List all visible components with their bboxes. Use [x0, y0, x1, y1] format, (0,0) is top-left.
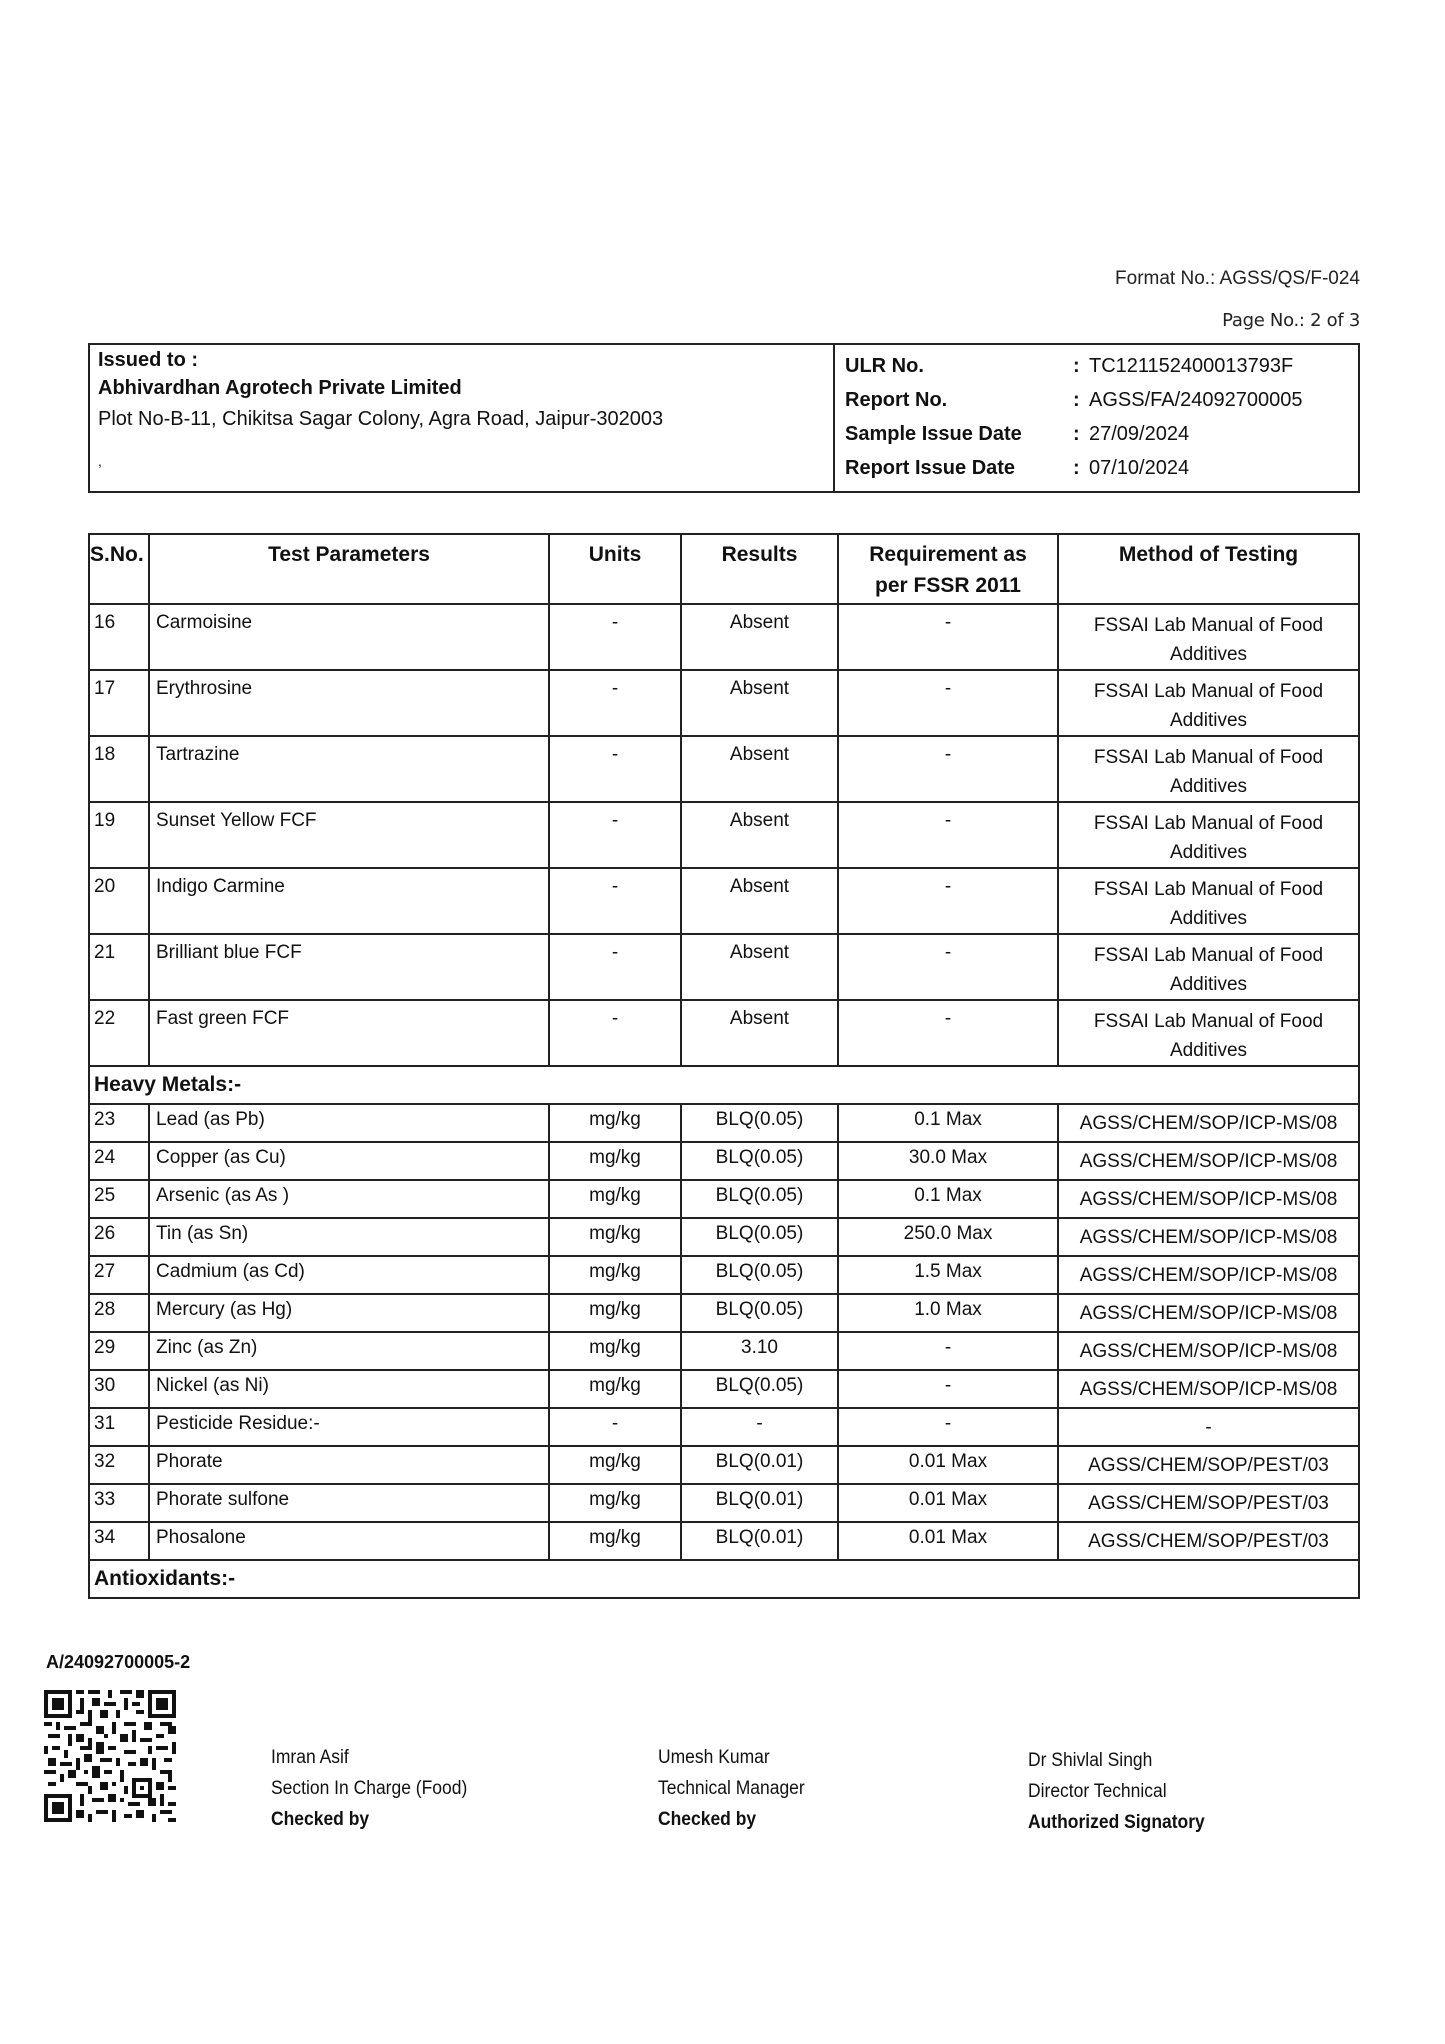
cell-units: -: [549, 934, 681, 1000]
cell-units: -: [549, 604, 681, 670]
cell-result: Absent: [681, 736, 838, 802]
cell-requirement: 0.01 Max: [838, 1484, 1058, 1522]
cell-requirement: -: [838, 934, 1058, 1000]
page-number: Page No.: 2 of 3: [1222, 310, 1360, 331]
cell-sno: 33: [89, 1484, 149, 1522]
table-row: [89, 1104, 1359, 1142]
cell-parameter: Fast green FCF: [149, 1000, 549, 1066]
cell-units: -: [549, 670, 681, 736]
cell-method: AGSS/CHEM/SOP/ICP-MS/08: [1058, 1180, 1359, 1218]
signatory-role: Checked by: [658, 1809, 757, 1830]
cell-units: mg/kg: [549, 1332, 681, 1370]
cell-sno: 29: [89, 1332, 149, 1370]
meta-colon: :: [1073, 354, 1080, 377]
cell-requirement: 0.01 Max: [838, 1446, 1058, 1484]
cell-units: mg/kg: [549, 1256, 681, 1294]
cell-parameter: Tin (as Sn): [149, 1218, 549, 1256]
cell-result: BLQ(0.05): [681, 1104, 838, 1142]
meta-row-sample-issue-date: [845, 417, 1358, 451]
cell-method: FSSAI Lab Manual of Food Additives: [1058, 802, 1359, 868]
cell-result: Absent: [681, 868, 838, 934]
cell-sno: 28: [89, 1294, 149, 1332]
format-number: Format No.: AGSS/QS/F-024: [1115, 268, 1360, 289]
table-row: [89, 1446, 1359, 1484]
cell-method: AGSS/CHEM/SOP/ICP-MS/08: [1058, 1294, 1359, 1332]
cell-units: -: [549, 802, 681, 868]
cell-units: -: [549, 1408, 681, 1446]
cell-units: mg/kg: [549, 1218, 681, 1256]
cell-parameter: Phosalone: [149, 1522, 549, 1560]
report-meta: [835, 345, 1358, 491]
report-info-box: [88, 343, 1360, 493]
cell-requirement: -: [838, 670, 1058, 736]
table-row: [89, 670, 1359, 736]
cell-sno: 25: [89, 1180, 149, 1218]
cell-requirement: 1.0 Max: [838, 1294, 1058, 1332]
cell-result: BLQ(0.05): [681, 1180, 838, 1218]
cell-requirement: -: [838, 1370, 1058, 1408]
meta-row-report-no: [845, 383, 1358, 417]
section-row-heavy-metals: [89, 1066, 1359, 1104]
cell-requirement: 0.1 Max: [838, 1180, 1058, 1218]
cell-requirement: 250.0 Max: [838, 1218, 1058, 1256]
col-header-units: Units: [549, 534, 681, 604]
cell-sno: 24: [89, 1142, 149, 1180]
cell-parameter: Arsenic (as As ): [149, 1180, 549, 1218]
cell-parameter: Copper (as Cu): [149, 1142, 549, 1180]
cell-units: mg/kg: [549, 1522, 681, 1560]
cell-method: FSSAI Lab Manual of Food Additives: [1058, 1000, 1359, 1066]
table-row: [89, 1000, 1359, 1066]
cell-result: -: [681, 1408, 838, 1446]
cell-sno: 18: [89, 736, 149, 802]
cell-method: FSSAI Lab Manual of Food Additives: [1058, 736, 1359, 802]
cell-parameter: Mercury (as Hg): [149, 1294, 549, 1332]
signatory-2: [658, 1742, 805, 1835]
cell-method: AGSS/CHEM/SOP/ICP-MS/08: [1058, 1332, 1359, 1370]
table-row: [89, 868, 1359, 934]
cell-parameter: Tartrazine: [149, 736, 549, 802]
cell-requirement: -: [838, 604, 1058, 670]
meta-key: Sample Issue Date: [845, 422, 1022, 445]
table-row: [89, 1522, 1359, 1560]
signatory-title: Section In Charge (Food): [271, 1778, 468, 1799]
table-row: [89, 1218, 1359, 1256]
signatory-name: Imran Asif: [271, 1747, 349, 1768]
cell-result: BLQ(0.05): [681, 1294, 838, 1332]
cell-sno: 21: [89, 934, 149, 1000]
signatory-title: Director Technical: [1028, 1781, 1167, 1802]
signatory-role: Authorized Signatory: [1028, 1812, 1205, 1833]
col-header-requirement: Requirement as per FSSR 2011: [838, 534, 1058, 604]
cell-parameter: Nickel (as Ni): [149, 1370, 549, 1408]
signatory-title: Technical Manager: [658, 1778, 805, 1799]
cell-method: -: [1058, 1408, 1359, 1446]
cell-parameter: Sunset Yellow FCF: [149, 802, 549, 868]
cell-requirement: 30.0 Max: [838, 1142, 1058, 1180]
signatory-3: [1028, 1745, 1205, 1838]
col-header-results: Results: [681, 534, 838, 604]
table-row: [89, 736, 1359, 802]
table-row: [89, 934, 1359, 1000]
cell-units: mg/kg: [549, 1180, 681, 1218]
cell-result: BLQ(0.05): [681, 1370, 838, 1408]
address-extra: ,: [98, 453, 102, 469]
section-row-antioxidants: [89, 1560, 1359, 1598]
table-row: [89, 1484, 1359, 1522]
cell-sno: 20: [89, 868, 149, 934]
table-row: [89, 802, 1359, 868]
cell-parameter: Phorate sulfone: [149, 1484, 549, 1522]
cell-parameter: Indigo Carmine: [149, 868, 549, 934]
cell-sno: 16: [89, 604, 149, 670]
table-row: [89, 1256, 1359, 1294]
meta-value: AGSS/FA/24092700005: [1089, 388, 1303, 411]
cell-method: AGSS/CHEM/SOP/PEST/03: [1058, 1484, 1359, 1522]
cell-requirement: -: [838, 868, 1058, 934]
cell-units: -: [549, 1000, 681, 1066]
cell-parameter: Carmoisine: [149, 604, 549, 670]
test-results-table: [88, 533, 1360, 1599]
cell-method: AGSS/CHEM/SOP/PEST/03: [1058, 1446, 1359, 1484]
cell-method: FSSAI Lab Manual of Food Additives: [1058, 868, 1359, 934]
cell-parameter: Pesticide Residue:-: [149, 1408, 549, 1446]
cell-result: Absent: [681, 604, 838, 670]
cell-method: FSSAI Lab Manual of Food Additives: [1058, 670, 1359, 736]
meta-value: 27/09/2024: [1089, 422, 1190, 445]
cell-method: FSSAI Lab Manual of Food Additives: [1058, 934, 1359, 1000]
meta-colon: :: [1073, 422, 1080, 445]
cell-result: 3.10: [681, 1332, 838, 1370]
meta-key: ULR No.: [845, 354, 924, 377]
cell-units: -: [549, 736, 681, 802]
cell-sno: 26: [89, 1218, 149, 1256]
cell-parameter: Phorate: [149, 1446, 549, 1484]
cell-units: mg/kg: [549, 1370, 681, 1408]
meta-colon: :: [1073, 388, 1080, 411]
issued-to-label: Issued to :: [98, 349, 199, 371]
cell-units: -: [549, 868, 681, 934]
issued-to-section: [90, 345, 835, 491]
table-row: [89, 1180, 1359, 1218]
table-row: [89, 1370, 1359, 1408]
cell-method: AGSS/CHEM/SOP/ICP-MS/08: [1058, 1370, 1359, 1408]
table-body: [89, 604, 1359, 1598]
cell-parameter: Erythrosine: [149, 670, 549, 736]
col-header-method: Method of Testing: [1058, 534, 1359, 604]
cell-sno: 31: [89, 1408, 149, 1446]
cell-units: mg/kg: [549, 1142, 681, 1180]
table-row: [89, 1332, 1359, 1370]
signatory-1: [271, 1742, 467, 1835]
meta-colon: :: [1073, 456, 1080, 479]
cell-sno: 27: [89, 1256, 149, 1294]
cell-result: BLQ(0.05): [681, 1256, 838, 1294]
meta-key: Report No.: [845, 388, 948, 411]
table-row: [89, 1408, 1359, 1446]
cell-requirement: 0.01 Max: [838, 1522, 1058, 1560]
section-heading: Heavy Metals:-: [89, 1066, 1359, 1104]
cell-units: mg/kg: [549, 1294, 681, 1332]
cell-parameter: Lead (as Pb): [149, 1104, 549, 1142]
cell-result: BLQ(0.01): [681, 1522, 838, 1560]
cell-method: AGSS/CHEM/SOP/ICP-MS/08: [1058, 1218, 1359, 1256]
table-row: [89, 604, 1359, 670]
cell-result: Absent: [681, 802, 838, 868]
cell-sno: 19: [89, 802, 149, 868]
cell-result: Absent: [681, 934, 838, 1000]
document-reference: A/24092700005-2: [46, 1652, 191, 1672]
cell-parameter: Cadmium (as Cd): [149, 1256, 549, 1294]
table-row: [89, 1142, 1359, 1180]
cell-sno: 34: [89, 1522, 149, 1560]
table-header-row: [89, 534, 1359, 604]
signatory-name: Dr Shivlal Singh: [1028, 1750, 1153, 1771]
cell-result: BLQ(0.01): [681, 1446, 838, 1484]
cell-requirement: -: [838, 1332, 1058, 1370]
cell-units: mg/kg: [549, 1484, 681, 1522]
cell-result: BLQ(0.05): [681, 1218, 838, 1256]
cell-sno: 32: [89, 1446, 149, 1484]
meta-key: Report Issue Date: [845, 456, 1016, 479]
meta-value: TC121152400013793F: [1089, 354, 1294, 377]
signatory-role: Checked by: [271, 1809, 370, 1830]
meta-value: 07/10/2024: [1089, 456, 1190, 479]
cell-method: AGSS/CHEM/SOP/ICP-MS/08: [1058, 1104, 1359, 1142]
client-address: Plot No-B-11, Chikitsa Sagar Colony, Agra Road, Jaipur-302003: [98, 408, 664, 430]
qr-code-icon: [44, 1690, 176, 1822]
cell-requirement: 0.1 Max: [838, 1104, 1058, 1142]
cell-method: AGSS/CHEM/SOP/PEST/03: [1058, 1522, 1359, 1560]
cell-sno: 23: [89, 1104, 149, 1142]
cell-units: mg/kg: [549, 1104, 681, 1142]
cell-sno: 22: [89, 1000, 149, 1066]
section-heading: Antioxidants:-: [89, 1560, 1359, 1598]
cell-requirement: 1.5 Max: [838, 1256, 1058, 1294]
cell-result: BLQ(0.01): [681, 1484, 838, 1522]
cell-requirement: -: [838, 1000, 1058, 1066]
cell-result: Absent: [681, 1000, 838, 1066]
cell-result: BLQ(0.05): [681, 1142, 838, 1180]
cell-parameter: Brilliant blue FCF: [149, 934, 549, 1000]
col-header-test-parameters: Test Parameters: [149, 534, 549, 604]
cell-result: Absent: [681, 670, 838, 736]
cell-method: FSSAI Lab Manual of Food Additives: [1058, 604, 1359, 670]
meta-row-ulr: [845, 349, 1358, 383]
col-header-sno: S.No.: [89, 534, 149, 604]
cell-sno: 30: [89, 1370, 149, 1408]
cell-method: AGSS/CHEM/SOP/ICP-MS/08: [1058, 1142, 1359, 1180]
table-row: [89, 1294, 1359, 1332]
signatory-name: Umesh Kumar: [658, 1747, 770, 1768]
cell-sno: 17: [89, 670, 149, 736]
cell-requirement: -: [838, 802, 1058, 868]
client-company-name: Abhivardhan Agrotech Private Limited: [98, 377, 462, 399]
cell-parameter: Zinc (as Zn): [149, 1332, 549, 1370]
cell-requirement: -: [838, 736, 1058, 802]
cell-requirement: -: [838, 1408, 1058, 1446]
cell-units: mg/kg: [549, 1446, 681, 1484]
cell-method: AGSS/CHEM/SOP/ICP-MS/08: [1058, 1256, 1359, 1294]
meta-row-report-issue-date: [845, 451, 1358, 485]
